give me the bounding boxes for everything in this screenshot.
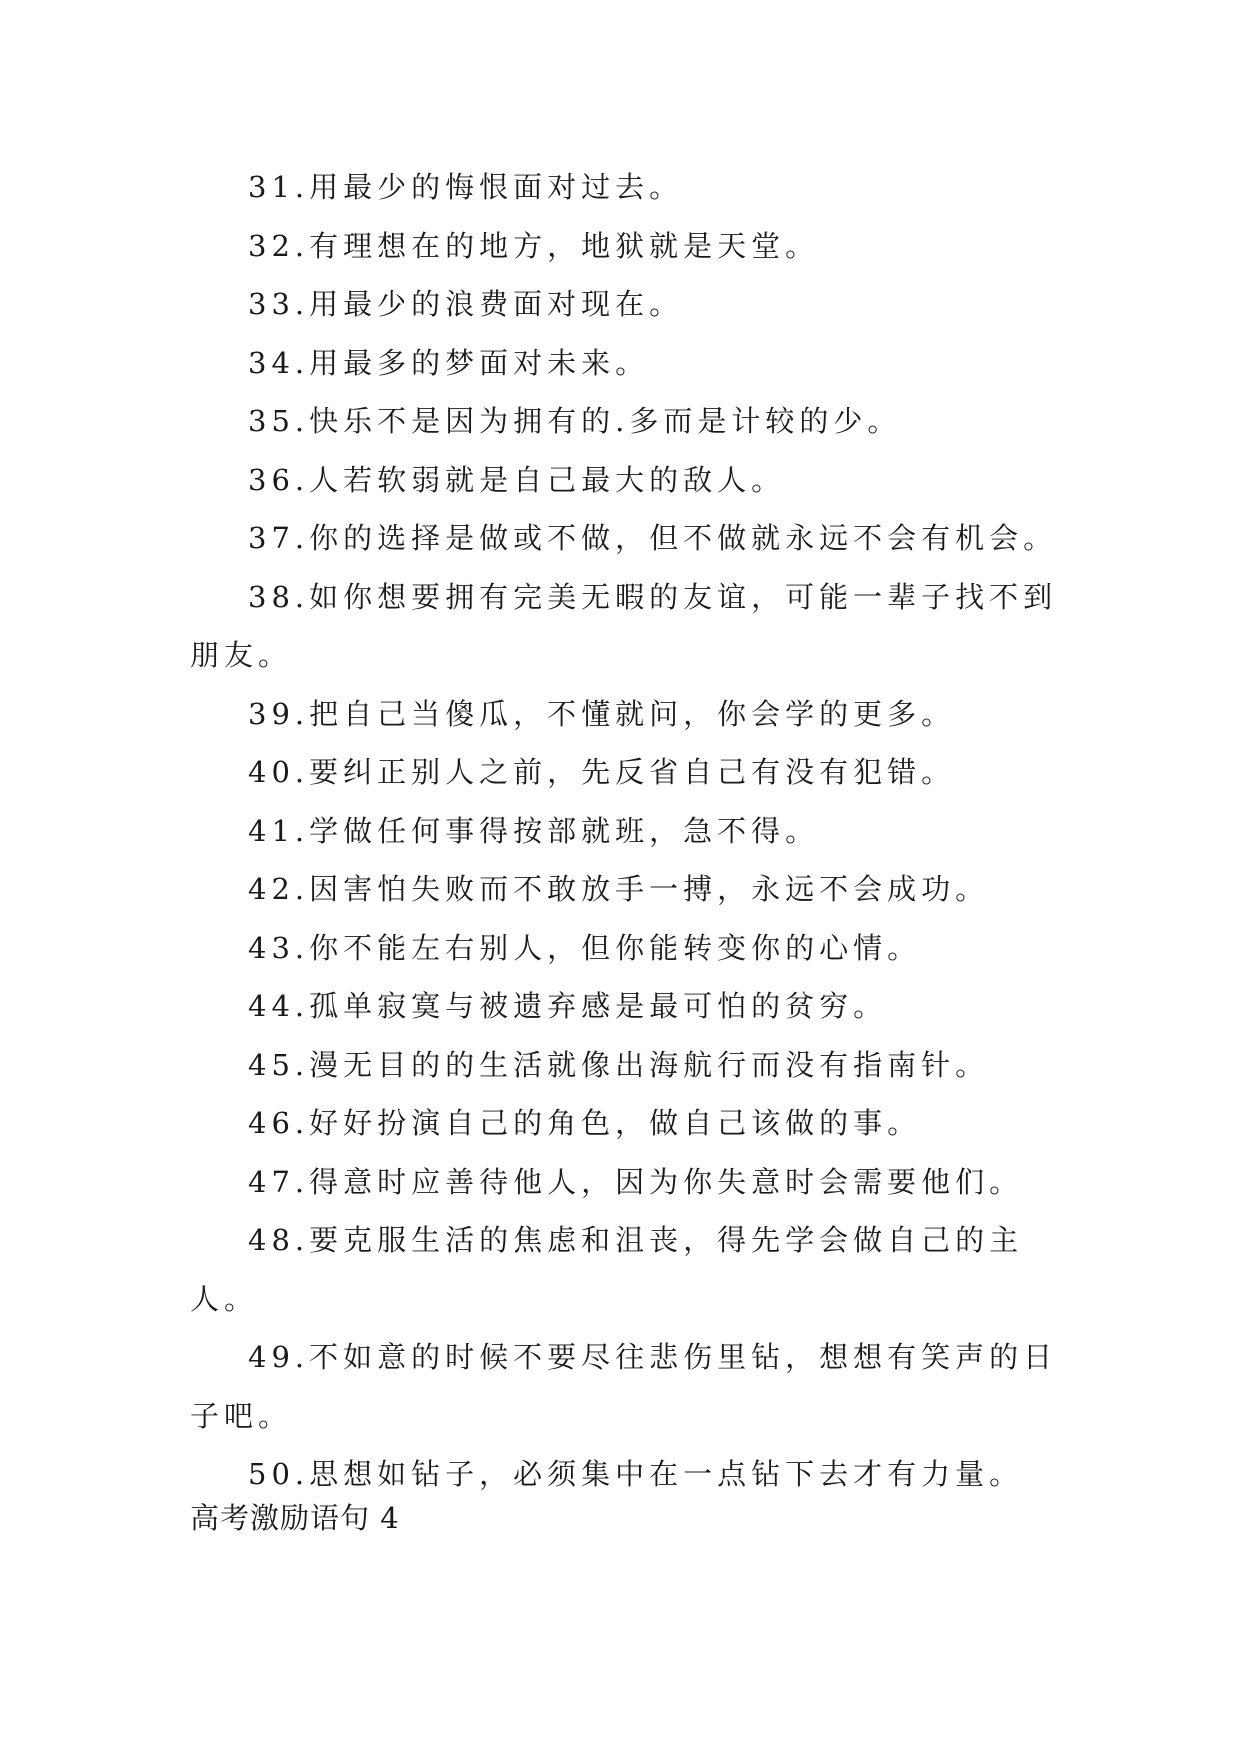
quote-list xyxy=(190,158,1070,1504)
quote-paragraph: 38.如你想要拥有完美无暇的友谊，可能一辈子找不到朋友。 xyxy=(190,579,1058,672)
quote-paragraph: 46.好好扮演自己的角色，做自己该做的事。 xyxy=(248,1106,922,1140)
quote-paragraph: 50.思想如钻子，必须集中在一点钻下去才有力量。 xyxy=(248,1457,1024,1491)
quote-paragraph: 33.用最少的浪费面对现在。 xyxy=(248,287,684,321)
quote-paragraph: 47.得意时应善待他人，因为你失意时会需要他们。 xyxy=(248,1164,1024,1199)
quote-paragraph: 34.用最多的梦面对未来。 xyxy=(248,345,650,380)
quote-paragraph: 32.有理想在的地方，地狱就是天堂。 xyxy=(248,228,820,263)
section-heading: 高考激励语句 4 xyxy=(190,1501,400,1535)
quote-paragraph: 37.你的选择是做或不做，但不做就永远不会有机会。 xyxy=(248,521,1058,555)
quote-paragraph: 35.快乐不是因为拥有的.多而是计较的少。 xyxy=(248,404,902,438)
quote-paragraph: 49.不如意的时候不要尽往悲伤里钻，想想有笑声的日子吧。 xyxy=(190,1340,1058,1433)
quote-paragraph: 41.学做任何事得按部就班，急不得。 xyxy=(248,813,820,848)
quote-paragraph: 45.漫无目的的生活就像出海航行而没有指南针。 xyxy=(248,1047,990,1082)
quote-paragraph: 36.人若软弱就是自己最大的敌人。 xyxy=(248,462,786,497)
quote-paragraph: 48.要克服生活的焦虑和沮丧，得先学会做自己的主人。 xyxy=(190,1223,1024,1316)
quote-paragraph: 44.孤单寂寞与被遗弃感是最可怕的贫穷。 xyxy=(248,989,888,1023)
quote-paragraph: 40.要纠正别人之前，先反省自己有没有犯错。 xyxy=(248,755,956,789)
quote-paragraph: 39.把自己当傻瓜，不懂就问，你会学的更多。 xyxy=(248,696,956,731)
quote-paragraph: 42.因害怕失败而不敢放手一搏，永远不会成功。 xyxy=(248,872,990,906)
quote-paragraph: 31.用最少的悔恨面对过去。 xyxy=(248,170,684,204)
quote-paragraph: 43.你不能左右别人，但你能转变你的心情。 xyxy=(248,930,922,965)
